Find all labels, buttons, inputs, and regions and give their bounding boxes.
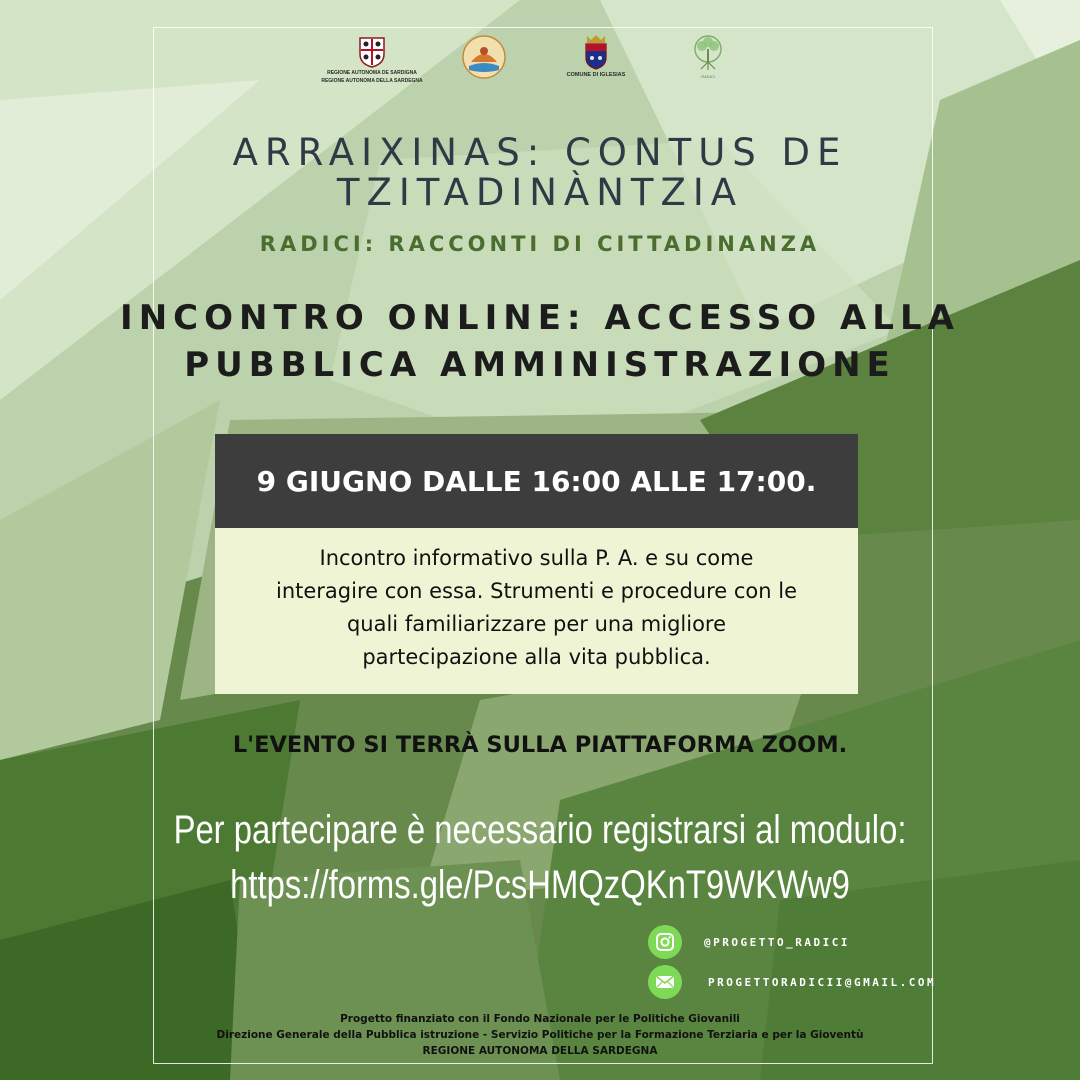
zoom-platform-notice: L'EVENTO SI TERRÀ SULLA PIATTAFORMA ZOOM. [232,732,848,758]
title-sardinian-line-2: TZITADINÀNTZIA [336,171,744,214]
registration-info [97,803,983,913]
event-heading [0,295,1080,389]
email-address: PROGETTORADICII@GMAIL.COM [708,975,937,989]
description-line-3: quali familiarizzare per una migliore [346,612,727,636]
event-heading-line-1: INCONTRO ONLINE: ACCESSO ALLA [120,298,960,338]
comune-iglesias-logo [551,34,641,78]
unione-comuni-logo [439,34,529,80]
title-italian: RADICI: RACCONTI DI CITTADINANZA [259,232,821,256]
sardegna-caption-2: REGIONE AUTONOMA DELLA SARDEGNA [321,78,423,84]
radici-caption: RADICI [701,74,715,79]
instagram-icon [648,925,682,959]
sardegna-caption-1: REGIONE AUTONOMA DE SARDIGNA [327,70,417,76]
mail-icon [648,965,682,999]
footer-line-1: Progetto finanziato con il Fondo Nazionale per le Politiche Giovanili [340,1013,740,1025]
date-banner [215,434,858,528]
footer-line-3: REGIONE AUTONOMA DELLA SARDEGNA [422,1045,658,1057]
description-line-2: interagire con essa. Strumenti e procedure con le [275,579,798,603]
funding-footer [0,1011,1080,1059]
tree-icon [689,34,727,72]
email-contact[interactable] [648,965,936,999]
event-heading-line-2: PUBBLICA AMMINISTRAZIONE [184,345,896,385]
radici-tree-logo [663,34,753,80]
instagram-handle: @PROGETTO_RADICI [704,935,850,949]
registration-text: Per partecipare è necessario registrarsi al modulo: [173,808,907,852]
title-sardinian-line-1: ARRAIXINAS: CONTUS DE [232,131,848,174]
description-line-4: partecipazione alla vita pubblica. [362,645,711,669]
partner-logos [0,34,1080,84]
title-sardinian [0,133,1080,213]
event-date: 9 GIUGNO DALLE 16:00 ALLE 17:00. [256,464,817,498]
iglesias-crest-icon [583,34,609,70]
footer-line-2: Direzione Generale della Pubblica istruzione - Servizio Politiche per la Formazione Terziaria e per la Gioventù [216,1029,864,1041]
instagram-contact[interactable] [648,925,850,959]
description-line-1: Incontro informativo sulla P. A. e su come [319,546,754,570]
iglesias-caption: COMUNE DI IGLESIAS [566,72,626,78]
unione-comuni-emblem-icon [461,34,507,80]
registration-link[interactable]: https://forms.gle/PcsHMQzQKnT9WKWw9 [230,863,850,907]
description-box [215,528,858,694]
regione-sardegna-logo [321,34,423,84]
sardegna-crest-icon [357,34,387,68]
